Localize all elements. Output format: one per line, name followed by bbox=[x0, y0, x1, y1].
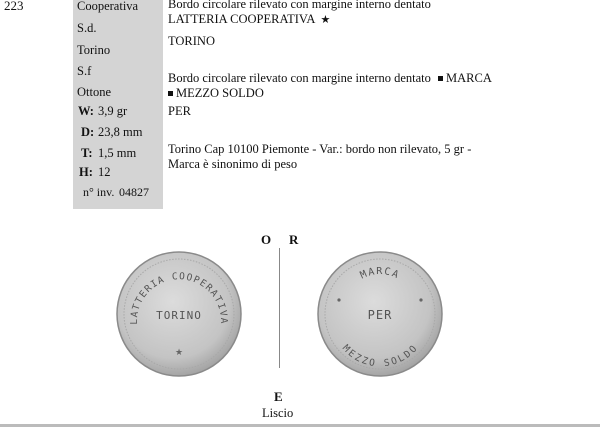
reverse-word-marca: MARCA bbox=[446, 71, 492, 85]
notes-line-2: Marca è sinonimo di peso bbox=[168, 157, 298, 171]
reverse-coin-bottom-text: MEZZO SOLDO bbox=[339, 342, 421, 370]
obverse-label: O bbox=[261, 232, 272, 247]
sidebar bbox=[73, 0, 163, 209]
obverse-coin-center-text: TORINO bbox=[156, 309, 202, 322]
hardness-value: 12 bbox=[98, 165, 111, 179]
issuer: Cooperativa bbox=[77, 0, 139, 13]
weight-label: W: bbox=[78, 104, 94, 118]
inventory-label: n° inv. bbox=[83, 185, 115, 199]
hardness-label: H: bbox=[79, 165, 93, 179]
obverse-coin-image bbox=[115, 250, 243, 378]
date: S.d. bbox=[77, 21, 97, 35]
reverse-legend-2 bbox=[168, 86, 264, 101]
reverse-description bbox=[168, 71, 492, 86]
notes-line-1: Torino Cap 10100 Piemonte - Var.: bordo non rilevato, 5 gr - bbox=[168, 142, 472, 156]
obverse-center-text: TORINO bbox=[168, 34, 215, 48]
obverse-coin-ring-text: LATTERIA COOPERATIVA bbox=[128, 271, 230, 325]
dot-icon bbox=[419, 298, 422, 301]
edge-description: Liscio bbox=[262, 406, 294, 420]
divider-line bbox=[279, 248, 280, 368]
reverse-label: R bbox=[289, 232, 299, 247]
reverse-coin-image bbox=[316, 250, 444, 378]
dot-icon bbox=[337, 298, 340, 301]
weight-value: 3,9 gr bbox=[98, 104, 128, 118]
reverse-coin-center-text: PER bbox=[367, 308, 393, 322]
diameter-label: D: bbox=[81, 125, 95, 139]
diameter-value: 23,8 mm bbox=[98, 125, 143, 139]
coin-star-icon: ★ bbox=[174, 347, 184, 357]
reverse-coin-top-text: MARCA bbox=[358, 266, 402, 282]
city: Torino bbox=[77, 43, 111, 57]
reverse-word-mezzo-soldo: MEZZO SOLDO bbox=[176, 86, 264, 100]
reverse-center-text: PER bbox=[168, 104, 191, 118]
square-bullet-icon bbox=[438, 76, 443, 81]
metal: Ottone bbox=[77, 85, 112, 99]
obverse-legend bbox=[168, 12, 330, 27]
obverse-description: Bordo circolare rilevato con margine interno dentato bbox=[168, 0, 431, 11]
reverse-description-text: Bordo circolare rilevato con margine interno dentato bbox=[168, 71, 431, 85]
inventory-value: 04827 bbox=[119, 185, 149, 199]
obverse-legend-text: LATTERIA COOPERATIVA bbox=[168, 12, 315, 26]
entry-number: 223 bbox=[4, 0, 24, 13]
edge-label: E bbox=[274, 389, 283, 404]
mint: S.f bbox=[77, 64, 92, 78]
thickness-label: T: bbox=[81, 146, 93, 160]
thickness-value: 1,5 mm bbox=[98, 146, 137, 160]
star-icon: ★ bbox=[317, 14, 331, 26]
square-bullet-icon bbox=[168, 91, 173, 96]
